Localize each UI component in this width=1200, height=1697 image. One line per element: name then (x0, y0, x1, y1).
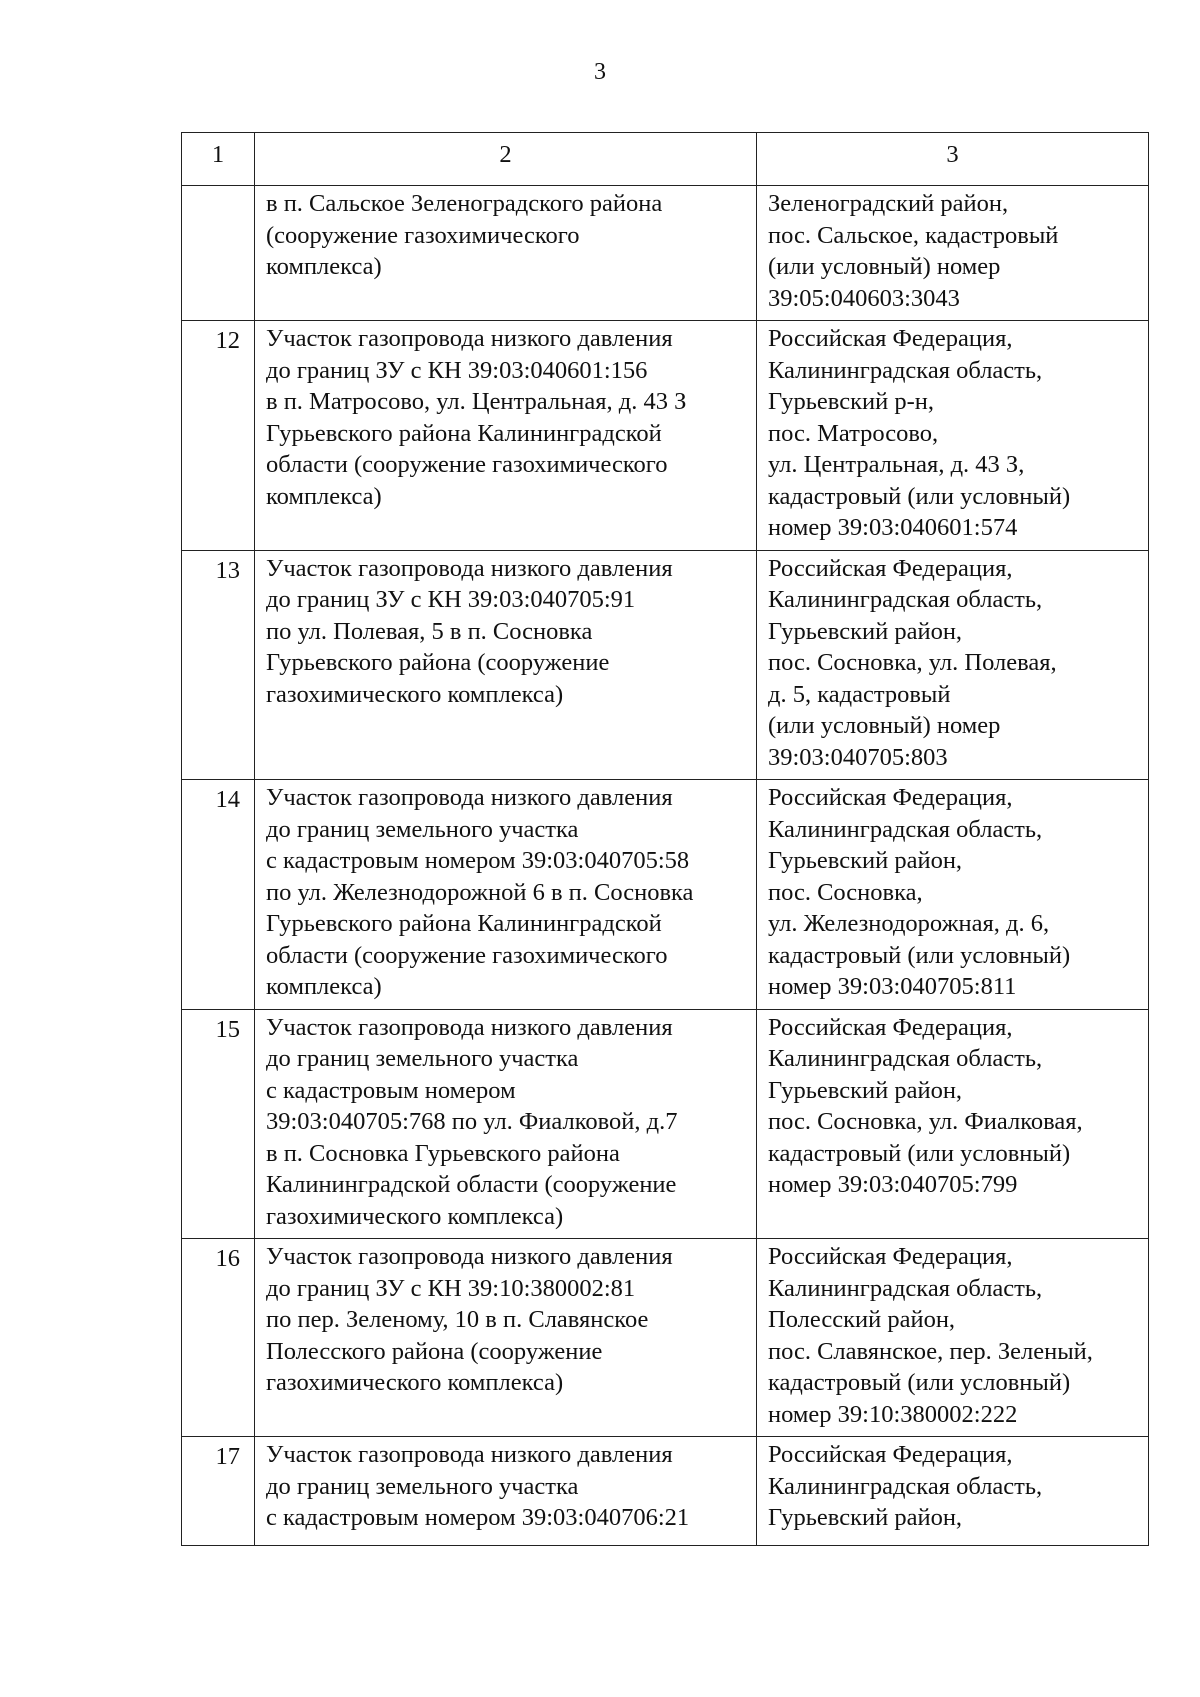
description-line: комплекса) (266, 973, 382, 1000)
description-line: до границ земельного участка (266, 1472, 579, 1500)
row-address (757, 550, 1149, 780)
row-description (255, 1009, 757, 1239)
row-number: 15 (182, 1009, 255, 1239)
description-line: в п. Сальское Зеленоградского района (266, 190, 663, 217)
description-line: до границ ЗУ с КН 39:03:040705:91 (266, 586, 636, 613)
row-number: 12 (182, 321, 255, 551)
column-header-description: 2 (255, 133, 757, 186)
address-line: ул. Центральная, д. 43 З, (768, 451, 1025, 478)
description-line: Участок газопровода низкого давления (266, 784, 673, 811)
address-line: Калининградская область, (768, 1045, 1043, 1072)
description-line: с кадастровым номером 39:03:040705:58 (266, 847, 690, 874)
address-line: пос. Славянское, пер. Зеленый, (768, 1337, 1093, 1365)
table-row (182, 1437, 1149, 1546)
description-line: Полесского района (сооружение (266, 1337, 603, 1365)
description-line: до границ ЗУ с КН 39:03:040601:156 (266, 356, 648, 384)
address-line: Российская Федерация, (768, 554, 1013, 582)
description-line: газохимического комплекса) (266, 680, 564, 708)
address-line: пос. Матросово, (768, 419, 939, 447)
address-line: номер 39:03:040601:574 (768, 514, 1018, 541)
description-line: Участок газопровода низкого давления (266, 1441, 673, 1468)
address-line: кадастровый (или условный) (768, 482, 1071, 510)
table-row (182, 1009, 1149, 1239)
address-line: (или условный) номер (768, 712, 1001, 739)
address-line: Гурьевский район, (768, 1076, 963, 1104)
address-line: (или условный) номер (768, 253, 1001, 280)
row-description (255, 186, 757, 321)
description-line: Участок газопровода низкого давления (266, 554, 673, 582)
table-row (182, 186, 1149, 321)
description-line: Участок газопровода низкого давления (266, 1243, 673, 1270)
row-address (757, 1009, 1149, 1239)
address-line: Калининградская область, (768, 815, 1043, 843)
table-row (182, 1239, 1149, 1437)
description-line: по пер. Зеленому, 10 в п. Славянское (266, 1306, 649, 1333)
description-line: области (сооружение газохимического (266, 941, 668, 969)
description-line: до границ земельного участка (266, 815, 579, 843)
address-line: Калининградская область, (768, 586, 1043, 613)
address-line: кадастровый (или условный) (768, 941, 1071, 969)
table-row (182, 550, 1149, 780)
row-number: 16 (182, 1239, 255, 1437)
row-description (255, 1437, 757, 1546)
description-line: Гурьевского района Калининградской (266, 419, 662, 447)
address-line: номер 39:03:040705:811 (768, 973, 1017, 1000)
address-line: ул. Железнодорожная, д. 6, (768, 910, 1050, 937)
description-line: по ул. Полевая, 5 в п. Сосновка (266, 617, 593, 645)
description-line: с кадастровым номером 39:03:040706:21 (266, 1504, 690, 1531)
row-address (757, 1239, 1149, 1437)
description-line: (сооружение газохимического (266, 221, 580, 249)
address-line: пос. Сальское, кадастровый (768, 221, 1059, 249)
land-plots-table (181, 132, 1149, 1546)
description-line: до границ земельного участка (266, 1045, 579, 1072)
row-address (757, 780, 1149, 1010)
row-number: 17 (182, 1437, 255, 1546)
address-line: 39:05:040603:3043 (768, 284, 960, 312)
address-line: Калининградская область, (768, 1274, 1043, 1302)
row-description (255, 321, 757, 551)
address-line: кадастровый (или условный) (768, 1139, 1071, 1167)
address-line: Российская Федерация, (768, 1243, 1013, 1270)
description-line: в п. Матросово, ул. Центральная, д. 43 З (266, 388, 687, 415)
row-description (255, 780, 757, 1010)
description-line: комплекса) (266, 482, 382, 510)
row-address (757, 321, 1149, 551)
description-line: Калининградской области (сооружение (266, 1171, 677, 1198)
address-line: пос. Сосновка, (768, 878, 923, 906)
column-header-number: 1 (182, 133, 255, 186)
description-line: по ул. Железнодорожной 6 в п. Сосновка (266, 878, 694, 906)
description-line: Гурьевского района Калининградской (266, 910, 662, 937)
address-line: Российская Федерация, (768, 1013, 1013, 1041)
row-address (757, 186, 1149, 321)
address-line: 39:03:040705:803 (768, 743, 948, 771)
address-line: пос. Сосновка, ул. Полевая, (768, 649, 1057, 676)
page-number: 3 (594, 59, 606, 85)
address-line: Гурьевский р-н, (768, 388, 934, 415)
description-line: 39:03:040705:768 по ул. Фиалковой, д.7 (266, 1108, 678, 1135)
address-line: номер 39:03:040705:799 (768, 1171, 1018, 1198)
description-line: Участок газопровода низкого давления (266, 1013, 673, 1041)
address-line: Российская Федерация, (768, 325, 1013, 352)
address-line: Гурьевский район, (768, 847, 963, 874)
address-line: пос. Сосновка, ул. Фиалковая, (768, 1108, 1083, 1135)
address-line: кадастровый (или условный) (768, 1369, 1071, 1396)
address-line: Калининградская область, (768, 356, 1043, 384)
description-line: до границ ЗУ с КН 39:10:380002:81 (266, 1274, 636, 1302)
description-line: Гурьевского района (сооружение (266, 649, 610, 676)
address-line: Российская Федерация, (768, 784, 1013, 811)
row-description (255, 1239, 757, 1437)
address-line: Гурьевский район, (768, 617, 963, 645)
description-line: области (сооружение газохимического (266, 451, 668, 478)
table-body (182, 133, 1149, 1546)
address-line: Гурьевский район, (768, 1504, 963, 1531)
description-line: Участок газопровода низкого давления (266, 325, 673, 352)
address-line: Калининградская область, (768, 1472, 1043, 1500)
address-line: Полесский район, (768, 1306, 956, 1333)
address-line: д. 5, кадастровый (768, 680, 951, 708)
table-row (182, 321, 1149, 551)
address-line: номер 39:10:380002:222 (768, 1400, 1018, 1428)
table-header-row (182, 133, 1149, 186)
description-line: в п. Сосновка Гурьевского района (266, 1139, 620, 1167)
row-number: 13 (182, 550, 255, 780)
row-number: 14 (182, 780, 255, 1010)
column-header-address: 3 (757, 133, 1149, 186)
description-line: газохимического комплекса) (266, 1202, 564, 1230)
address-line: Зеленоградский район, (768, 190, 1009, 217)
table-row (182, 780, 1149, 1010)
row-description (255, 550, 757, 780)
row-address (757, 1437, 1149, 1546)
description-line: с кадастровым номером (266, 1076, 516, 1104)
description-line: газохимического комплекса) (266, 1369, 564, 1396)
row-number (182, 186, 255, 321)
address-line: Российская Федерация, (768, 1441, 1013, 1468)
description-line: комплекса) (266, 253, 382, 280)
